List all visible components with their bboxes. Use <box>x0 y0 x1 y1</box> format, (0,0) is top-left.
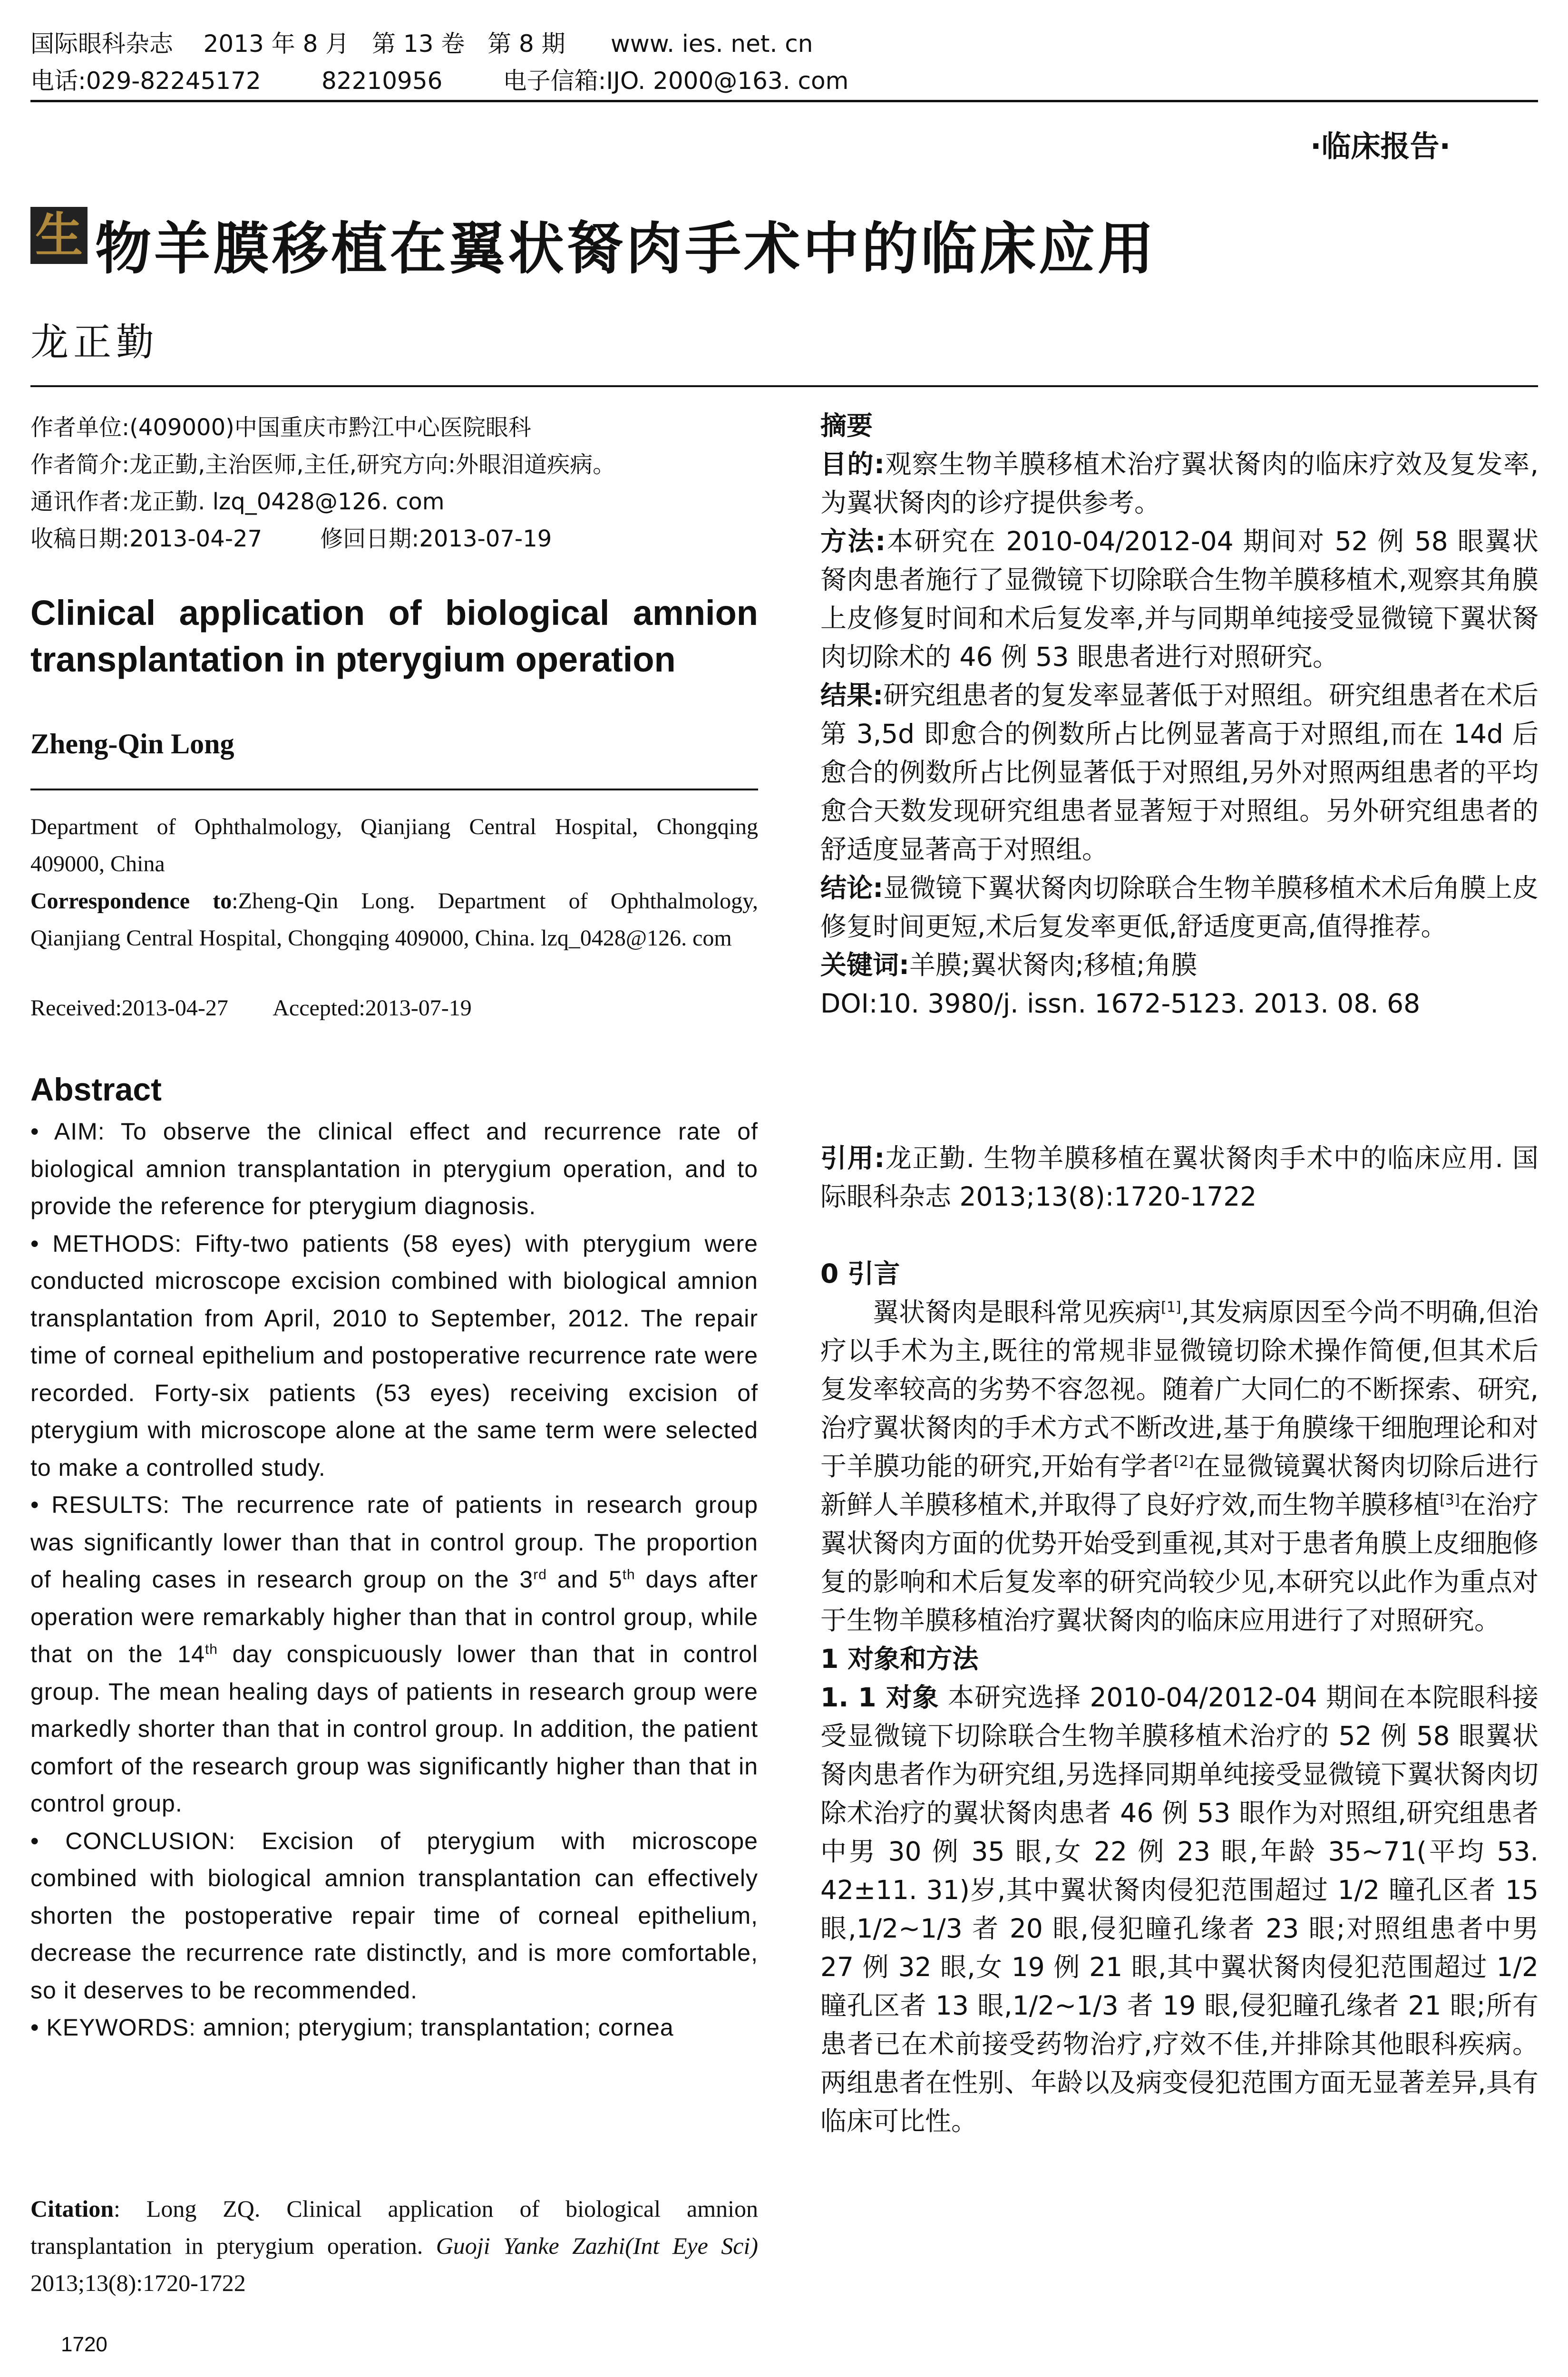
section-1-1-label: 1. 1 对象 <box>820 1682 939 1713</box>
correspondence-label: Correspondence to <box>30 888 232 914</box>
intro-heading: 0 引言 <box>820 1258 900 1289</box>
results-label: 结果: <box>820 680 884 711</box>
author-cn: 龙正勤 <box>30 320 159 364</box>
abstract-cn-heading: 摘要 <box>820 410 873 441</box>
abstract-cn <box>820 407 1539 1023</box>
citation-journal: Guoji Yanke Zazhi(Int Eye Sci) <box>436 2232 758 2259</box>
header-divider <box>30 100 1538 102</box>
doi: DOI:10. 3980/j. issn. 1672-5123. 2013. 08. 68 <box>820 988 1421 1019</box>
abstract-cn-results <box>820 676 1539 869</box>
section-1-1 <box>820 1678 1539 2141</box>
results-sup-rd: rd <box>533 1567 547 1583</box>
results-part-c: days after operation were remarkably higher than that in control group, while that on the 14 <box>30 1566 759 1667</box>
title-initial-character: 生 <box>30 207 88 264</box>
citation-cn-label: 引用: <box>820 1143 885 1173</box>
abstract-en <box>30 1113 758 2046</box>
reference-3[interactable]: [3] <box>1440 1491 1460 1509</box>
intro-text-a: 翼状胬肉是眼科常见疾病 <box>873 1297 1161 1327</box>
intro-text-c: 在显微镜翼状胬肉切除后进行新鲜人羊膜移植术,并取得了良好疗效,而生物羊膜移植 <box>820 1451 1539 1520</box>
citation-cn <box>820 1139 1539 1216</box>
journal-header-line1: 国际眼科杂志 2013 年 8 月 第 13 卷 第 8 期 www. ies. net. cn <box>30 30 813 58</box>
results-text: 研究组患者的复发率显著低于对照组。研究组患者在术后第 3,5d 即愈合的例数所占比例显著高于对照组,而在 14d 后愈合的例数所占比例显著低于对照组,另外对照两组患者的平均愈合天数发现研究组患者显著短于对照组。另外研究组患者的舒适度显著高于对照组。 <box>820 680 1539 865</box>
reference-2[interactable]: [2] <box>1173 1453 1194 1470</box>
abstract-heading: Abstract <box>30 1072 162 1108</box>
abstract-aim: • AIM: To observe the clinical effect and recurrence rate of biological amnion transplantation in pterygium operation, and to provide the reference for pterygium diagnosis. <box>30 1118 758 1219</box>
meta-dates: 收稿日期:2013-04-27 修回日期:2013-07-19 <box>30 526 552 552</box>
author-en: Zheng-Qin Long <box>30 728 234 760</box>
abstract-cn-keywords <box>820 946 1539 984</box>
conclusion-label: 结论: <box>820 873 884 903</box>
affiliation-en <box>30 809 758 957</box>
meta-author-bio: 作者简介:龙正勤,主治医师,主任,研究方向:外眼泪道疾病。 <box>30 451 616 478</box>
section1-heading: 1 对象和方法 <box>820 1644 979 1674</box>
correspondence-text: :Zheng-Qin Long. Department of Ophthalmology, Qianjiang Central Hospital, Chongqing 409000, China. lzq_0428@126. com <box>30 888 759 951</box>
introduction-section <box>820 1255 1539 2141</box>
methods-text: 本研究在 2010-04/2012-04 期间对 52 例 58 眼翼状胬肉患者施行了显微镜下切除联合生物羊膜移植术,观察其角膜上皮修复时间和术后复发率,并与同期单纯接受显微镜下翼状胬肉切除术的 46 例 53 眼患者进行对照研究。 <box>820 526 1539 672</box>
citation-en <box>30 2190 758 2301</box>
results-part-a: • RESULTS: The recurrence rate of patients in research group was significantly lower than that in control group. The proportion of healing cases in research group on the 3 <box>30 1491 758 1593</box>
conclusion-text: 显微镜下翼状胬肉切除联合生物羊膜移植术术后角膜上皮修复时间更短,术后复发率更低,舒适度更高,值得推荐。 <box>820 873 1539 942</box>
article-title-en: Clinical application of biological amnion transplantation in pterygium operation <box>30 593 758 679</box>
page-number: 1720 <box>61 2333 107 2356</box>
aim-label: 目的: <box>820 449 885 479</box>
citation-text-a: : Long ZQ. Clinical application of biological amnion transplantation in pterygium operation. <box>30 2195 758 2259</box>
abstract-results <box>30 1486 758 1822</box>
affiliation-text: Department of Ophthalmology, Qianjiang Central Hospital, Chongqing 409000, China <box>30 814 758 877</box>
intro-paragraph <box>820 1293 1539 1640</box>
abstract-cn-methods <box>820 522 1539 676</box>
article-title-cn: 物羊膜移植在翼状胬肉手术中的临床应用 <box>95 216 1157 282</box>
results-sup-th-2: th <box>205 1641 218 1657</box>
meta-affiliation: 作者单位:(409000)中国重庆市黔江中心医院眼科 <box>30 414 531 441</box>
citation-text-b: 2013;13(8):1720-1722 <box>30 2270 246 2296</box>
received-accepted-dates: Received:2013-04-27 Accepted:2013-07-19 <box>30 995 472 1021</box>
abstract-methods: • METHODS: Fifty-two patients (58 eyes) with pterygium were conducted microscope excision combined with biological amnion transplantation from April, 2010 to September, 2012. The repair time of corneal epithelium and postoperative recurrence rate were recorded. Forty-six patients (53 eyes) receiving excision of pterygium with microscope alone at the same term were selected to make a controlled study. <box>30 1230 758 1481</box>
section-tag: ·临床报告· <box>1310 129 1451 164</box>
journal-header-line2: 电话:029-82245172 82210956 电子信箱:IJO. 2000@163. com <box>30 67 849 95</box>
abstract-cn-aim <box>820 445 1539 522</box>
title-divider <box>30 385 1538 387</box>
results-sup-th: th <box>622 1567 635 1583</box>
reference-1[interactable]: [1] <box>1161 1299 1181 1316</box>
abstract-conclusion: • CONCLUSION: Excision of pterygium with microscope combined with biological amnion transplantation can effectively shorten the postoperative repair time of corneal epithelium, decrease the recurrence rate distinctly, and is more comfortable, so it deserves to be recommended. <box>30 1827 758 2004</box>
intro-text-b: ,其发病原因至今尚不明确,但治疗以手术为主,既往的常规非显微镜切除术操作简便,但其术后复发率较高的劣势不容忽视。随着广大同仁的不断探索、研究,治疗翼状胬肉的手术方式不断改进,基于角膜缘干细胞理论和对于羊膜功能的研究,开始有学者 <box>820 1297 1539 1481</box>
left-column-divider <box>30 789 758 790</box>
abstract-keywords: • KEYWORDS: amnion; pterygium; transplantation; cornea <box>30 2014 674 2041</box>
intro-text-d: 在治疗翼状胬肉方面的优势开始受到重视,其对于患者角膜上皮细胞修复的影响和术后复发率的研究尚较少见,本研究以此作为重点对于生物羊膜移植治疗翼状胬肉的临床应用进行了对照研究。 <box>820 1490 1539 1636</box>
keywords-text: 羊膜;翼状胬肉;移植;角膜 <box>909 950 1198 980</box>
results-part-d: day conspicuously lower than that in control group. The mean healing days of patients in research group were markedly shorter than that in control group. In addition, the patient comfort of the research group was significantly higher than that in control group. <box>30 1641 759 1817</box>
section-1-1-text: 本研究选择 2010-04/2012-04 期间在本院眼科接受显微镜下切除联合生物羊膜移植术治疗的 52 例 58 眼翼状胬肉患者作为研究组,另选择同期单纯接受显微镜下翼状胬肉切除术治疗的翼状胬肉患者 46 例 53 眼作为对照组,研究组患者中男 30 例 35 眼,女 22 例 23 眼,年龄 35~71(平均 53. 42±11. 31)岁,其中翼状胬肉侵犯范围超过 1/2 瞳孔区者 15 眼,1/2~1/3 者 20 眼,侵犯瞳孔缘者 23 眼;对照组患者中男 27 例 32 眼,女 19 例 21 眼,其中翼状胬肉侵犯范围超过 1/2 瞳孔区者 13 眼,1/2~1/3 者 19 眼,侵犯瞳孔缘者 21 眼;所有患者已在术前接受药物治疗,疗效不佳,并排除其他眼科疾病。两组患者在性别、年龄以及病变侵犯范围方面无显著差异,具有临床可比性。 <box>820 1682 1539 2136</box>
citation-label: Citation <box>30 2195 114 2222</box>
meta-corresponding-author: 通讯作者:龙正勤. lzq_0428@126. com <box>30 488 445 515</box>
methods-label: 方法: <box>820 526 886 556</box>
results-part-b: and 5 <box>546 1566 623 1593</box>
citation-cn-text: 龙正勤. 生物羊膜移植在翼状胬肉手术中的临床应用. 国际眼科杂志 2013;13(8):1720-1722 <box>820 1143 1539 1212</box>
correspondence <box>30 883 758 957</box>
abstract-cn-conclusion <box>820 869 1539 946</box>
aim-text: 观察生物羊膜移植术治疗翼状胬肉的临床疗效及复发率,为翼状胬肉的诊疗提供参考。 <box>820 449 1539 518</box>
keywords-label: 关键词: <box>820 950 909 980</box>
